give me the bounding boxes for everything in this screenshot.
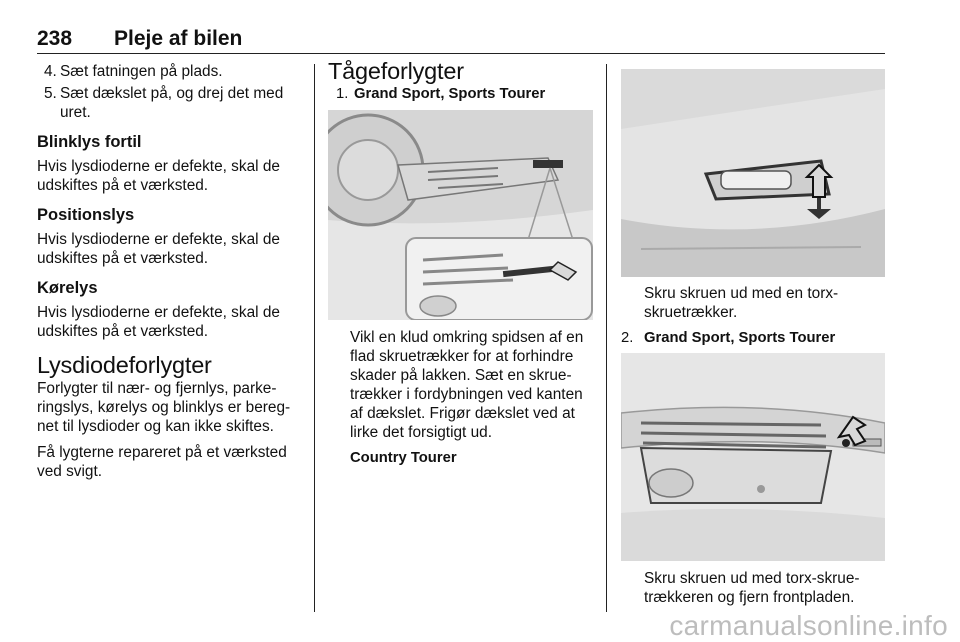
step-text: Sæt fatningen på plads. [60, 63, 223, 80]
watermark: carmanualsonline.info [669, 610, 948, 641]
section-heading-lysdiodeforlygter: Lysdiodeforlygter [37, 352, 212, 378]
figure-fog-light-grand-sport [621, 353, 885, 561]
step-number: 2. [621, 330, 634, 346]
paragraph-repair: Få lygterne repareret på et værksted ved svigt. [37, 444, 287, 480]
steps-list [37, 62, 303, 122]
column-2 [328, 58, 593, 475]
step-2-heading [621, 329, 885, 348]
step-label: Grand Sport, Sports Tourer [354, 86, 546, 102]
step-number: 4. [44, 63, 57, 80]
step-number: 1. [336, 86, 349, 102]
section-heading-korelys: Kørelys [37, 279, 98, 297]
column-3 [621, 62, 885, 614]
front-panel-screw-illustration [621, 353, 885, 561]
column-divider-1 [314, 64, 315, 612]
step-label: Grand Sport, Sports Tourer [644, 330, 836, 346]
instruction-text-front-plate: Skru skruen ud med torx-skrue-trækkeren og fjern frontpladen. [644, 570, 860, 606]
instruction-text: Vikl en klud omkring spidsen af en flad skruetrækker for at forhindre skader på lakken. Sæt en skrue-trækker i fordybningen ved kanten af dækslet. Frigør dækslet ved at lirke det forsigtigt ud. [350, 329, 584, 441]
page-number: 238 [37, 27, 73, 50]
subheading-country-tourer: Country Tourer [350, 450, 457, 466]
figure-fog-light-cover [328, 110, 593, 320]
section-text-blinklys: Hvis lysdioderne er defekte, skal de udskiftes på et værksted. [37, 158, 280, 194]
section-text-korelys: Hvis lysdioderne er defekte, skal de udskiftes på et værksted. [37, 304, 280, 340]
section-heading-positionslys: Positionslys [37, 206, 135, 224]
section-heading-blinklys: Blinklys fortil [37, 133, 142, 151]
section-heading-tageforlygter: Tågeforlygter [328, 58, 464, 84]
instruction-text-torx: Skru skruen ud med en torx-skruetrækker. [644, 285, 839, 321]
step-number: 5. [44, 85, 57, 102]
column-1 [37, 62, 303, 488]
figure-fog-light-country-tourer [621, 69, 885, 277]
paragraph-forlygter: Forlygter til nær- og fjernlys, parke-ringslys, kørelys og blinklys er bereg-net til lysdioder og kan ikke skiftes. [37, 380, 291, 435]
section-text-positionslys: Hvis lysdioderne er defekte, skal de udskiftes på et værksted. [37, 231, 280, 267]
column-divider-2 [606, 64, 607, 612]
fog-light-screw-illustration [621, 69, 885, 277]
page-header [37, 27, 885, 54]
step-item [37, 62, 303, 81]
step-1-heading [328, 85, 593, 104]
page-title: Pleje af bilen [114, 27, 243, 50]
fog-light-cover-illustration [328, 110, 593, 320]
step-item [37, 84, 303, 122]
step-text: Sæt dækslet på, og drej det med uret. [60, 85, 284, 121]
